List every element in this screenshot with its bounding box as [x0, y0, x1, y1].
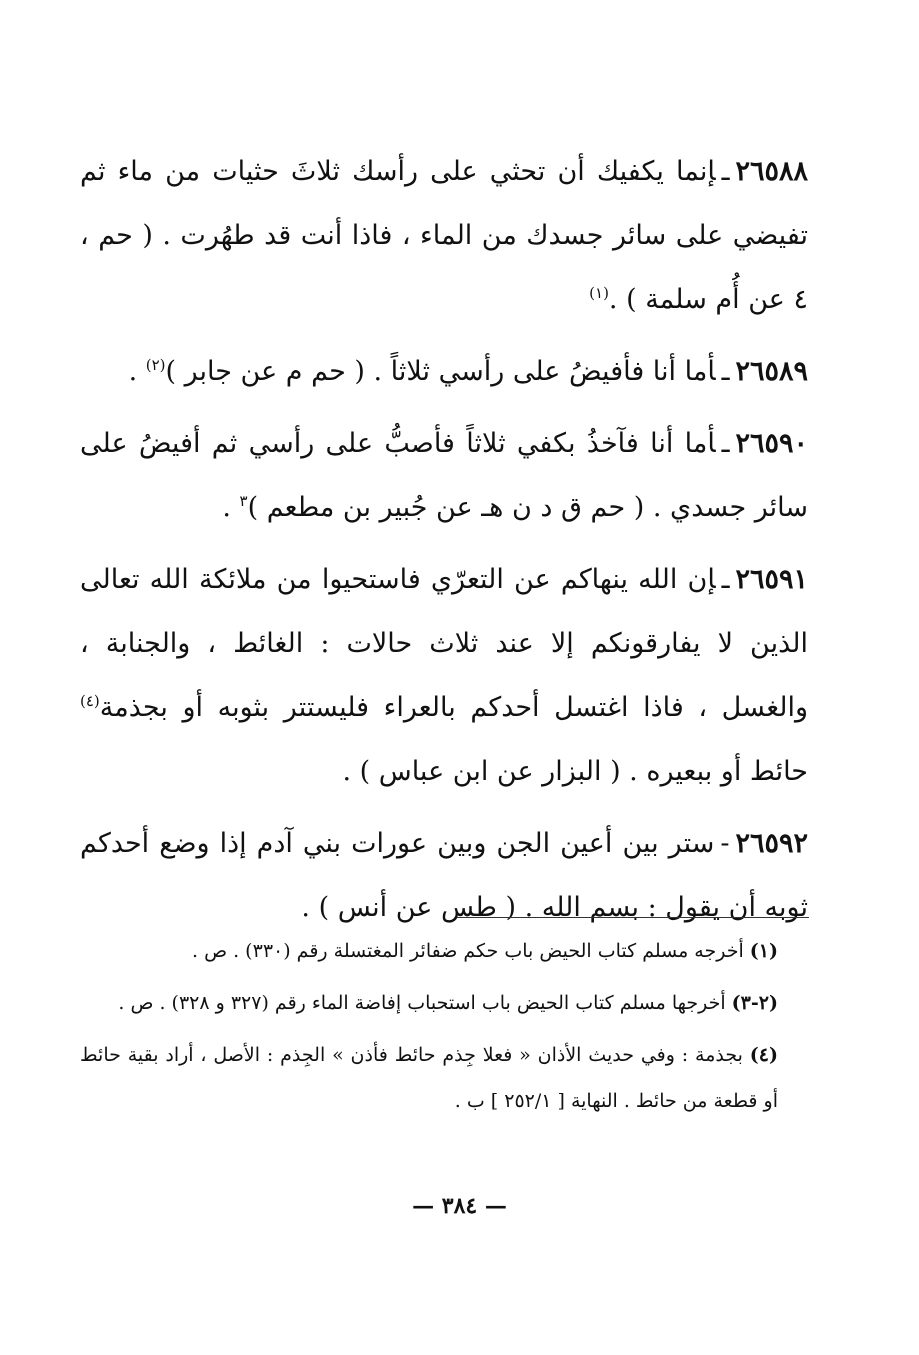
- hadith-entry: [80, 548, 808, 804]
- footnote-reference: (٤): [80, 692, 100, 710]
- hadith-text: ستر بين أعين الجن وبين عورات بني آدم إذا وضع أحدكم ثوبه أن يقول : بسم الله . ( طس عن أنس ) .: [80, 828, 808, 923]
- hadith-number: ٢٦٥٩٢: [735, 828, 808, 859]
- footnote-text: بجذمة : وفي حديث الأذان « فعلا جِذم حائط فأذن » الجِذم : الأصل ، أراد بقية حائط أو قطعة من حائط . النهاية [ ٢٥٢/١ ] ب .: [80, 1044, 778, 1112]
- hadith-entry: [80, 140, 808, 332]
- footnote-text: أخرجها مسلم كتاب الحيض باب استحباب إفاضة الماء رقم (٣٢٧ و ٣٢٨) . ص .: [118, 992, 726, 1014]
- hadith-number: ٢٦٥٨٩: [735, 356, 808, 387]
- separator-dash: ـ: [721, 564, 730, 595]
- hadith-text-tail: حائط أو ببعيره . ( البزار عن ابن عباس ) .: [342, 756, 808, 787]
- hadith-text: إن الله ينهاكم عن التعرّي فاستحيوا من ملائكة الله تعالى الذين لا يفارقونكم إلا عند ثلاث حالات : الغائط ، والجنابة ، والغسل ، فاذا اغتسل أحدكم بالعراء فليستتر بثوبه أو بجذمة: [80, 564, 808, 723]
- footnote-text: أخرجه مسلم كتاب الحيض باب حكم ضفائر المغتسلة رقم (٣٣٠) . ص .: [192, 940, 744, 962]
- hadith-text: إنما يكفيك أن تحثي على رأسك ثلاثَ حثيات من ماء ثم تفيضي على سائر جسدك من الماء ، فاذا أنت قد طهُرت . ( حم ، ٤ عن أُم سلمة ) .: [80, 156, 808, 315]
- hadith-entries: [80, 140, 808, 948]
- footnotes: [80, 928, 778, 1130]
- footnote: [80, 1032, 778, 1124]
- hadith-number: ٢٦٥٩١: [735, 564, 808, 595]
- separator-dash: ـ: [721, 428, 730, 459]
- hadith-number: ٢٦٥٩٠: [735, 428, 808, 459]
- hadith-entry: [80, 412, 808, 540]
- footnote-marker: (٢-٣): [731, 992, 778, 1014]
- footnote: [80, 980, 778, 1026]
- separator-dash: ـ: [721, 356, 730, 387]
- separator-dash: ـ: [721, 156, 730, 187]
- footnote-divider: [457, 917, 809, 918]
- footnote-marker: (١): [749, 940, 778, 962]
- hadith-text: أما أنا فآخذُ بكفي ثلاثاً فأصبُّ على رأسي ثم أفيضُ على سائر جسدي . ( حم ق د ن هـ عن جُبير بن مطعم ): [80, 428, 808, 523]
- footnote: [80, 928, 778, 974]
- hadith-text-tail: .: [222, 492, 240, 523]
- footnote-reference: (١): [589, 284, 609, 302]
- footnote-marker: (٤): [749, 1044, 778, 1066]
- hadith-text: أما أنا فأفيضُ على رأسي ثلاثاً . ( حم م عن جابر ): [165, 356, 716, 387]
- hadith-text-tail: .: [128, 356, 146, 387]
- footnote-reference: (٢): [145, 356, 166, 374]
- separator-dash: -: [720, 828, 730, 859]
- footnote-reference: ٣: [239, 492, 248, 510]
- hadith-entry: [80, 340, 808, 404]
- page-number: — ٣٨٤ —: [412, 1193, 507, 1219]
- hadith-entry: [80, 812, 808, 940]
- hadith-number: ٢٦٥٨٨: [735, 156, 808, 187]
